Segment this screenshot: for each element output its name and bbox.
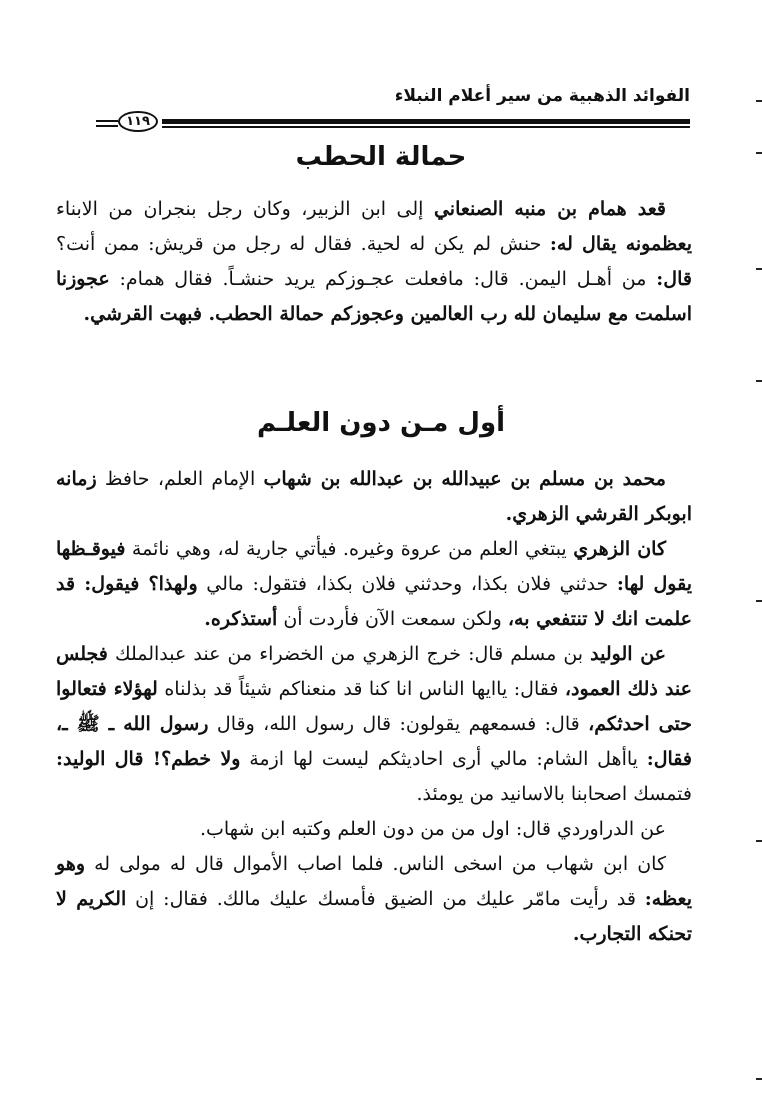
body-text: إلى ابن الزبير، وكان رجل بنجران من الابناء	[56, 198, 434, 220]
bold-text: قال:	[656, 268, 692, 290]
bold-text: وهو يعظه:	[56, 853, 692, 910]
body-text: قال: فسمعهم يقولون: قال رسول الله، وقال	[208, 713, 589, 735]
bold-text: كان الزهري	[573, 538, 666, 560]
section-title: أول مـن دون العلـم	[256, 408, 506, 438]
scan-edge-mark	[756, 1078, 762, 1080]
page-number: ١١٩	[118, 111, 158, 132]
body-text: يبتغي العلم من عروة وغيره. فيأتي جارية له، وهي نائمة	[125, 538, 574, 560]
bold-text: قعد همام بن منبه الصنعاني	[433, 198, 666, 220]
body-text: حدثني فلان بكذا، وحدثني فلان بكذا، فتقول: مالي	[197, 573, 617, 595]
scan-edge-mark	[756, 840, 762, 842]
bold-text: ولا خطم؟! قال الوليد:	[56, 748, 241, 770]
rule-thin-line	[162, 126, 690, 128]
rule-left-line	[96, 125, 118, 127]
bold-text: ولهذا؟ فيقول: قد علمت انك لا تنتفعي به،	[56, 573, 692, 630]
bold-text: أستذكره.	[204, 608, 278, 630]
bold-text: رسول الله ـ ﷺ ـ، فقال:	[56, 713, 692, 770]
bold-text: يعظمونه يقال له:	[549, 233, 693, 255]
bold-text: زمانه ابوبكر القرشي الزهري.	[56, 468, 692, 525]
body-text: من أهـل اليمن. قال: مافعلت عجـوزكم يريد حنشـاً. فقال همام:	[109, 268, 657, 290]
bold-text: محمد بن مسلم بن عبيدالله بن عبدالله بن شهاب	[263, 468, 666, 490]
body-text: عن الدراوردي قال: اول من من دون العلم وكتبه ابن شهاب.	[199, 818, 666, 840]
bold-text: لهؤلاء فتعالوا حتى احدثكم،	[56, 678, 692, 735]
paragraph	[56, 637, 692, 812]
bold-text: عن الوليد	[590, 643, 666, 665]
scan-edge-mark	[756, 600, 762, 602]
paragraph	[56, 462, 692, 532]
body-text: كان ابن شهاب من اسخى الناس. فلما اصاب الأموال قال له مولى له	[85, 853, 666, 875]
header-rule	[96, 114, 690, 132]
bold-text: الكريم لا تحنكه التجارب.	[56, 888, 692, 945]
rule-thick-line	[162, 119, 690, 124]
body-text: فتمسك اصحابنا بالاسانيد من يومئذ.	[416, 783, 692, 805]
paragraph	[56, 192, 692, 332]
bold-text: فجلس عند ذلك العمود،	[56, 643, 692, 700]
section-title: حمالة الحطب	[295, 142, 467, 172]
paragraph	[56, 847, 692, 952]
section-body	[56, 192, 692, 332]
bold-text: فيوقـظها يقول لها:	[56, 538, 692, 595]
running-title: الفوائد الذهبية من سير أعلام النبلاء	[394, 86, 690, 106]
scan-edge-mark	[756, 152, 762, 154]
body-text: ياأهل الشام: مالي أرى احاديثكم ليست لها ازمة	[240, 748, 647, 770]
scan-edge-mark	[756, 100, 762, 102]
scan-edge-mark	[756, 268, 762, 270]
rule-left-line	[96, 120, 118, 122]
body-text: حنش لم يكن له لحية. فقال له رجل من قريش: ممن أنت؟	[56, 233, 550, 255]
paragraph	[56, 812, 692, 847]
section-body	[56, 462, 692, 952]
body-text: قد رأيت مامّر عليك من الضيق فأمسك عليك مالك. فقال: إن	[126, 888, 645, 910]
body-text: بن مسلم قال: خرج الزهري من الخضراء من عند عبدالملك	[107, 643, 591, 665]
paragraph	[56, 532, 692, 637]
body-text: ولكن سمعت الآن فأردت أن	[277, 608, 508, 630]
body-text: الإمام العلم، حافظ	[96, 468, 264, 490]
body-text: فقال: ياايها الناس انا كنا قد منعناكم شيئاً قد بذلناه	[157, 678, 565, 700]
scan-edge-mark	[756, 380, 762, 382]
bold-text: عجوزنا اسلمت مع سليمان لله رب العالمين وعجوزكم حمالة الحطب. فبهت القرشي.	[56, 268, 692, 325]
